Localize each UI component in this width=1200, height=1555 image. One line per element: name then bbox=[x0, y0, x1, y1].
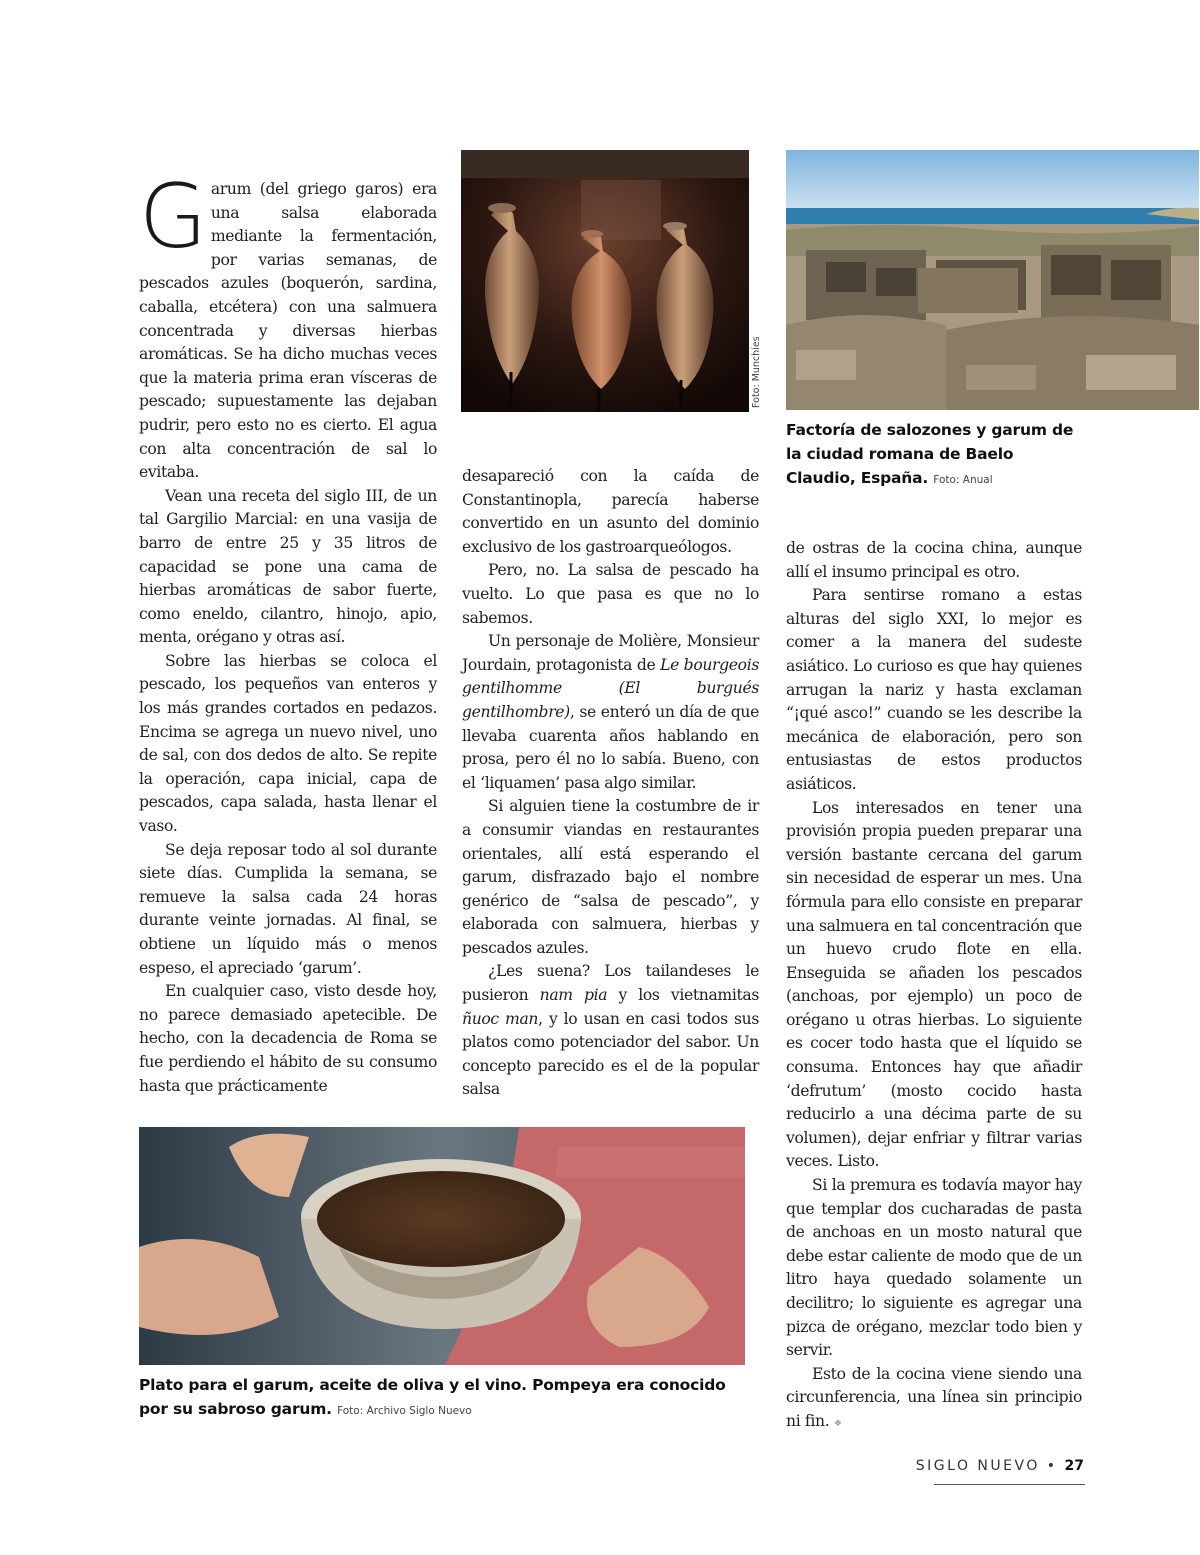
article-paragraph: Un personaje de Molière, Monsieur Jourdain, protagonista de Le bourgeois gentilhomme (El burgués gentilhombre), se enteró un día de que llevaba cuarenta años hablando en prosa, pero él no lo sabía. Bueno, con el ‘liquamen’ pasa algo similar. bbox=[462, 632, 759, 792]
article-paragraph: En cualquier caso, visto desde hoy, no parece demasiado apetecible. De hecho, con la decadencia de Roma se fue perdiendo el hábito de su consumo hasta que prácticamente bbox=[139, 982, 437, 1095]
ruins-photo bbox=[786, 150, 1199, 410]
article-column-3 bbox=[786, 537, 1082, 1437]
page-footer bbox=[916, 1458, 1084, 1474]
article-paragraph: desapareció con la caída de Constantinopla, parecía haberse convertido en un asunto del dominio exclusivo de los gastroarqueólogos. bbox=[462, 467, 759, 556]
article-paragraph: Esto de la cocina viene siendo una circunferencia, una línea sin principio ni fin. ❖ bbox=[786, 1364, 1082, 1430]
article-paragraph: Pero, no. La salsa de pescado ha vuelto. Lo que pasa es que no lo sabemos. bbox=[462, 561, 759, 627]
end-mark-icon: ❖ bbox=[833, 1418, 842, 1429]
article-paragraph: Sobre las hierbas se coloca el pescado, los pequeños van enteros y los más grandes cortados en pedazos. Encima se agrega un nuevo nivel, uno de sal, con dos dedos de alto. Se repite la operación, capa inicial, capa de pescados, capa salada, hasta llenar el vaso. bbox=[139, 651, 437, 836]
ruins-caption-text: Factoría de salozones y garum de la ciudad romana de Baelo Claudio, España. bbox=[786, 421, 1074, 487]
bowl-credit: Foto: Archivo Siglo Nuevo bbox=[337, 1405, 472, 1417]
article-paragraph: ¿Les suena? Los tailandeses le pusieron nam pia y los vietnamitas ñuoc man, y lo usan en casi todos sus platos como potenciador del sabor. Un concepto parecido es el de la popular salsa bbox=[462, 962, 760, 1099]
article-paragraph: Garum (del griego garos) era una salsa elaborada mediante la fermentación, por varias semanas, de pescados azules (boquerón, sardina, caballa, etcétera) con una salmuera concentrada y diversas hierbas aromáticas. Se ha dicho muchas veces que la materia prima eran vísceras de pescado; supuestamente las dejaban pudrir, pero esto no es cierto. El agua con alta concentración de sal lo evitaba. bbox=[139, 165, 437, 482]
amphorae-illustration bbox=[461, 150, 749, 412]
photo-credit-amphorae: Foto: Munchies bbox=[751, 336, 762, 408]
article-column-1 bbox=[139, 165, 437, 1098]
bowl-caption-text: Plato para el garum, aceite de oliva y el vino. Pompeya era conocido por su sabroso garum. bbox=[139, 1376, 726, 1418]
amphorae-photo bbox=[461, 150, 749, 412]
ruins-credit: Foto: Anual bbox=[933, 474, 993, 486]
article-column-2 bbox=[462, 465, 759, 1102]
drop-cap: G bbox=[139, 165, 207, 268]
article-paragraph: Vean una receta del siglo III, de un tal Gargilio Marcial: en una vasija de barro de entre 25 y 35 litros de capacidad se pone una cama de hierbas aromáticas de sabor fuerte, como eneldo, cilantro, hinojo, apio, menta, orégano y otras así. bbox=[139, 486, 437, 647]
footer-separator: • bbox=[1046, 1458, 1058, 1474]
magazine-name: SIGLO NUEVO bbox=[915, 1458, 1040, 1474]
bowl-photo bbox=[139, 1127, 745, 1365]
ruins-caption bbox=[786, 418, 1086, 492]
article-paragraph: Se deja reposar todo al sol durante siete días. Cumplida la semana, se remueve la salsa cada 24 horas durante veinte jornadas. Al final, se obtiene un líquido más o menos espeso, el apreciado ‘garum’. bbox=[139, 840, 437, 977]
article-paragraph: Para sentirse romano a estas alturas del siglo XXI, lo mejor es comer a la manera del sudeste asiático. Lo curioso es que hay quienes arrugan la nariz y hasta exclaman “¡qué asco!” cuando se les describe la mecánica de elaboración, pero son entusiastas de estos productos asiáticos. bbox=[786, 586, 1082, 793]
article-paragraph: Si la premura es todavía mayor hay que templar dos cucharadas de pasta de anchoas en un mosto natural que debe estar caliente de modo que de un litro haya quedado solamente un decilitro; lo siguiente es agregar una pizca de orégano, mezclar todo bien y servir. bbox=[786, 1176, 1082, 1360]
article-paragraph: Los interesados en tener una provisión propia pueden preparar una versión bastante cercana del garum sin necesidad de esperar un mes. Una fórmula para ello consiste en preparar una salmuera en tal concentración que un huevo crudo flote en ella. Enseguida se añaden los pescados (anchoas, por ejemplo) un poco de orégano u otras hierbas. Lo siguiente es cocer todo hasta que el líquido se consuma. Entonces hay que añadir ‘defrutum’ (mosto cocido hasta reducirlo a una décima parte de su volumen), dejar enfriar y filtrar varias veces. Listo. bbox=[786, 798, 1082, 1171]
ruins-illustration bbox=[786, 150, 1199, 410]
bowl-caption bbox=[139, 1373, 759, 1423]
article-paragraph: de ostras de la cocina china, aunque allí el insumo principal es otro. bbox=[786, 539, 1082, 581]
footer-rule bbox=[934, 1484, 1085, 1485]
bowl-illustration bbox=[139, 1127, 745, 1365]
article-paragraph: Si alguien tiene la costumbre de ir a consumir viandas en restaurantes orientales, allí está esperando el garum, disfrazado bajo el nombre genérico de “salsa de pescado”, y elaborada con salmuera, hierbas y pescados azules. bbox=[462, 797, 759, 957]
page-number: 27 bbox=[1064, 1458, 1084, 1474]
